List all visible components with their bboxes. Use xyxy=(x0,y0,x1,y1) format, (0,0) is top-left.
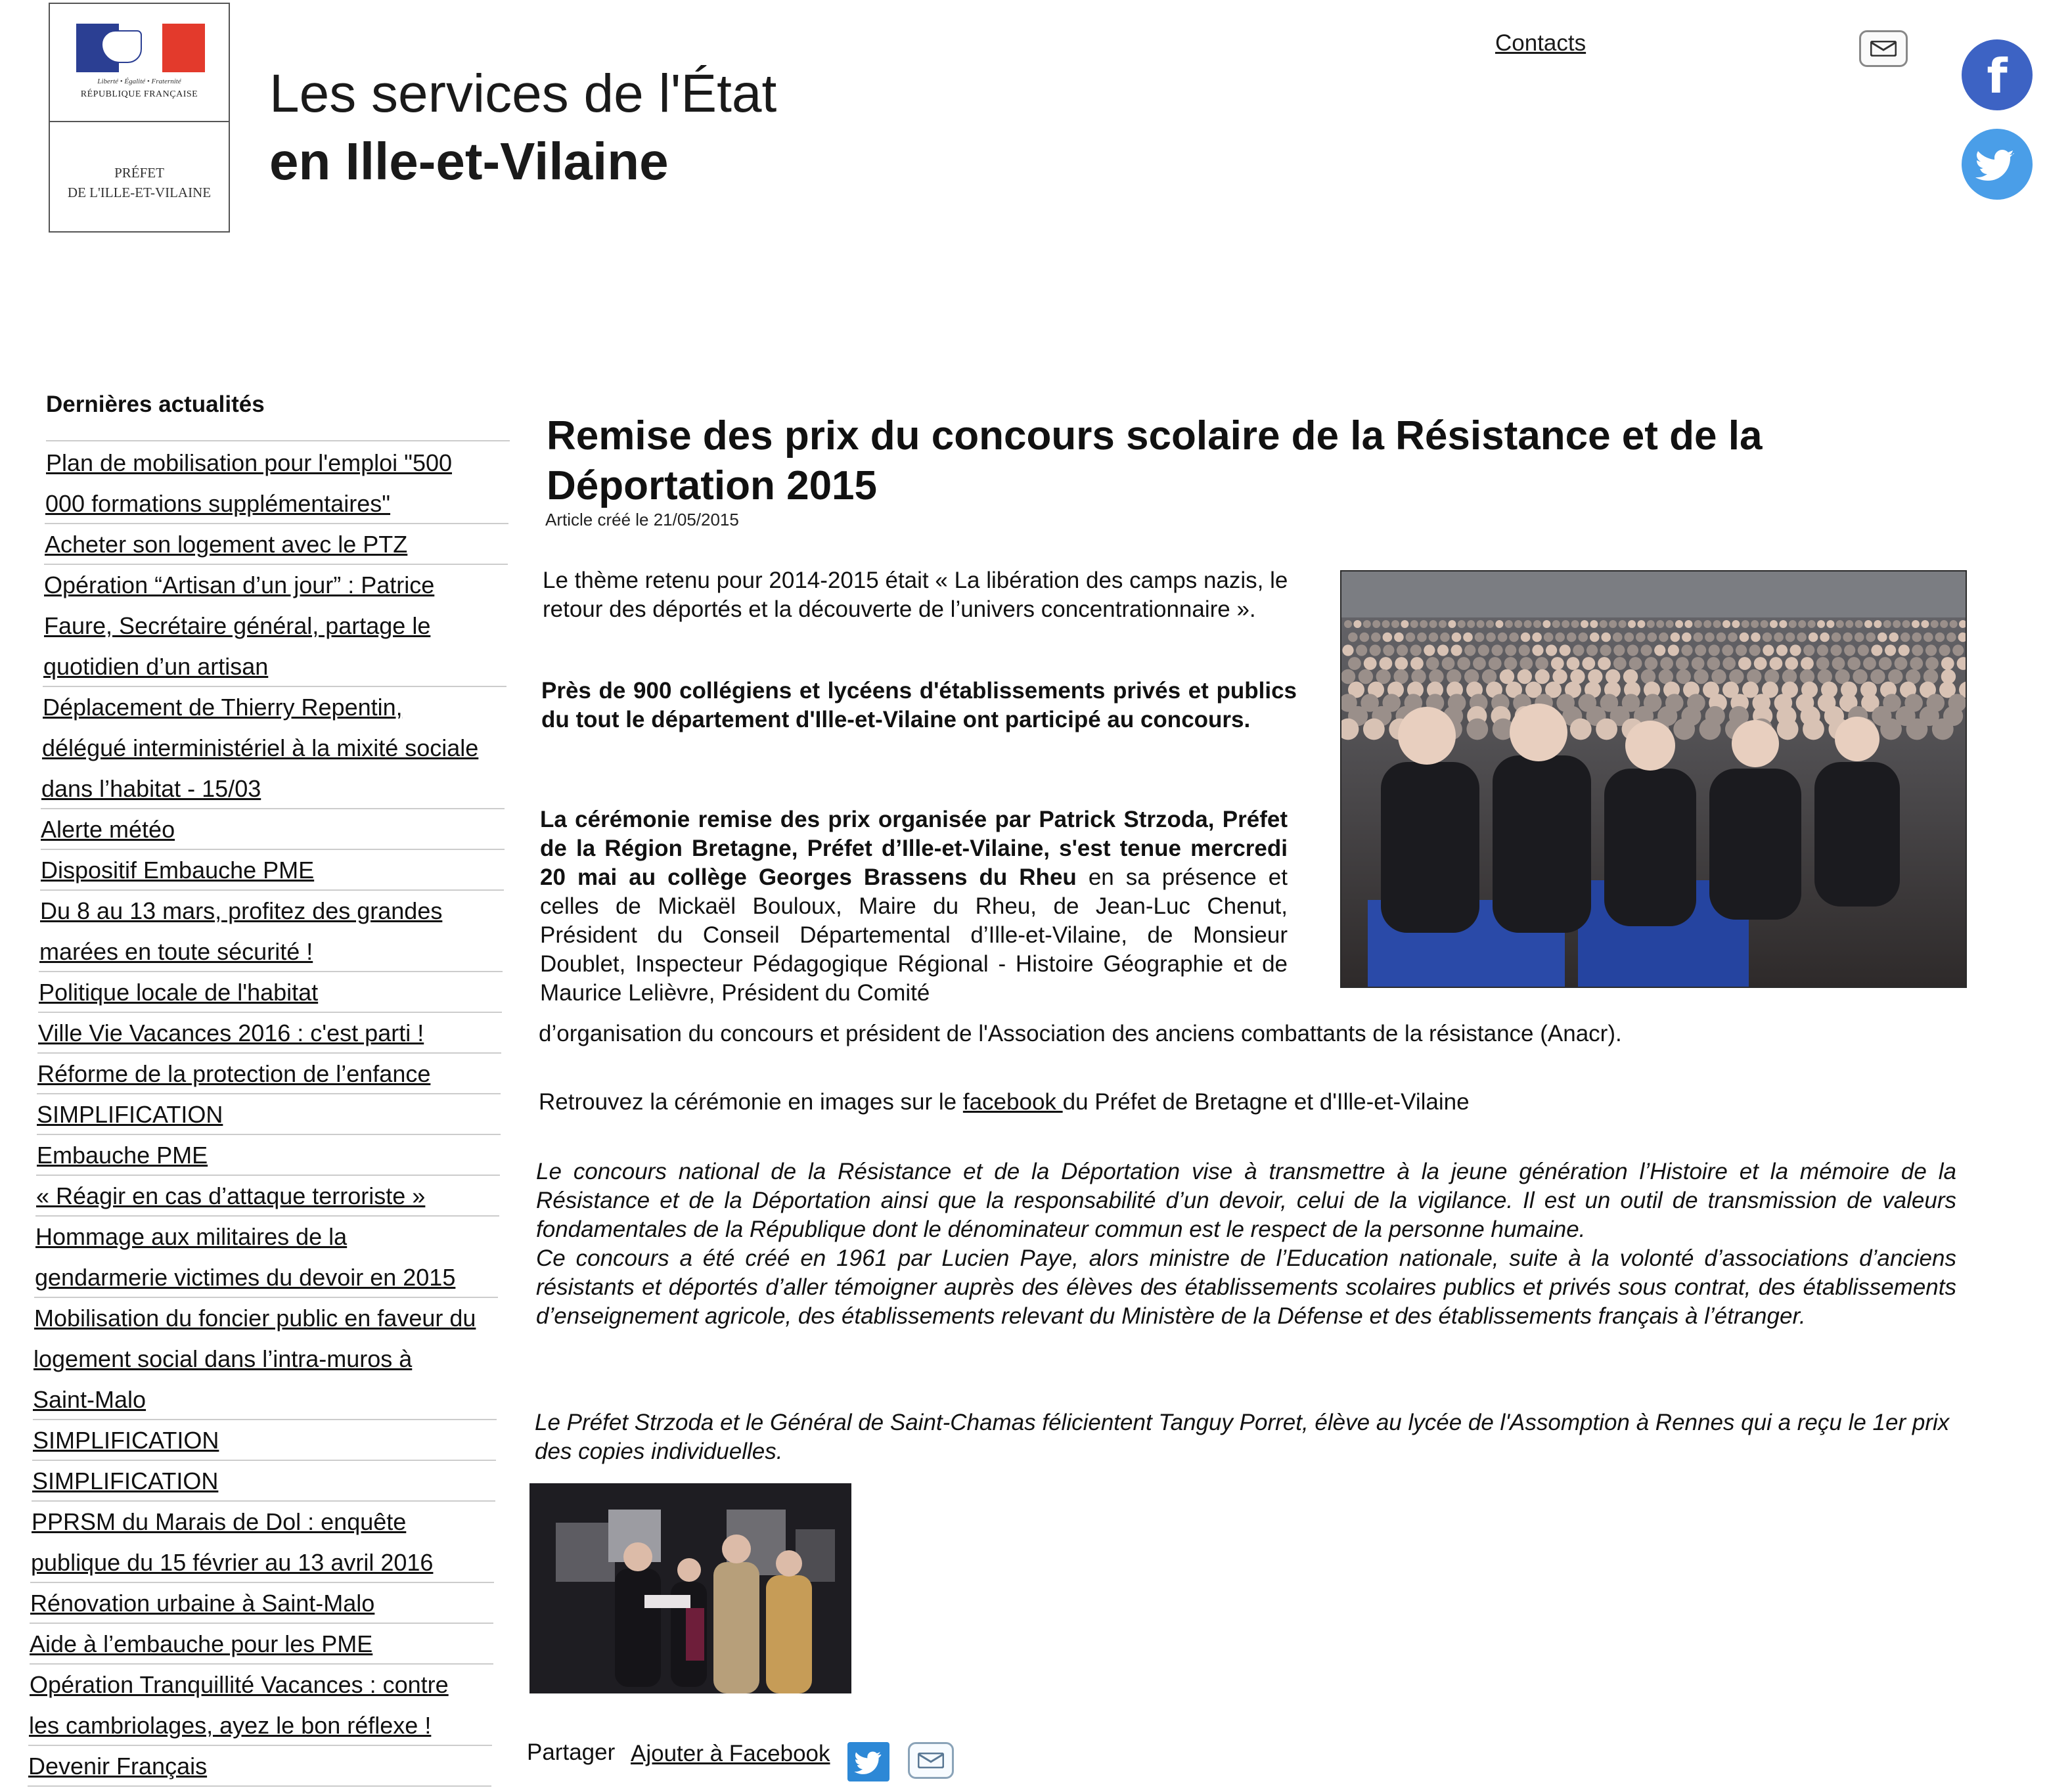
sidebar-news-link[interactable]: Hommage aux militaires de la xyxy=(35,1223,348,1250)
marianne-icon xyxy=(101,30,142,63)
republic-motto: Liberté • Égalité • Fraternité xyxy=(97,78,181,85)
site-subtitle: en Ille-et-Vilaine xyxy=(269,132,669,190)
envelope-icon xyxy=(1870,41,1897,56)
share-mail-button[interactable] xyxy=(908,1742,954,1779)
twitter-icon[interactable] xyxy=(847,1742,889,1781)
article-about-paragraph-1: Le concours national de la Résistance et de la Déportation vise à transmettre à la jeune génération l’Histoire et la mémoire de la Résistance et de la Déportation ainsi que la responsabilité d’un devoir, celui de la vigilance. Il est un outil de transmission de valeurs fondamentales de la République dont le dénominateur commun est le respect de la personne humaine. xyxy=(536,1159,1956,1242)
twitter-icon[interactable] xyxy=(1962,129,2033,200)
sidebar-news-link[interactable]: Politique locale de l'habitat xyxy=(39,979,319,1006)
facebook-icon[interactable] xyxy=(1962,39,2033,110)
republique-francaise-emblem xyxy=(50,4,229,122)
sidebar-news-link[interactable]: Opération “Artisan d’un jour” : Patrice xyxy=(44,571,435,598)
sidebar-news-link[interactable]: PPRSM du Marais de Dol : enquête xyxy=(32,1508,407,1535)
sidebar-news-link[interactable]: Alerte météo xyxy=(41,816,175,843)
sidebar-news-link[interactable]: Du 8 au 13 mars, profitez des grandes xyxy=(40,897,443,924)
prefecture-logo[interactable] xyxy=(49,3,230,233)
share-facebook-link[interactable]: Ajouter à Facebook xyxy=(631,1741,830,1766)
sidebar-news-link[interactable]: publique du 15 février au 13 avril 2016 xyxy=(31,1549,434,1576)
sidebar-news-link[interactable]: SIMPLIFICATION xyxy=(37,1101,223,1128)
award-ceremony-photo xyxy=(529,1483,851,1693)
sidebar-news-link[interactable]: Devenir Français xyxy=(28,1753,208,1780)
sidebar-news-link[interactable]: Opération Tranquillité Vacances : contre xyxy=(30,1671,449,1698)
sidebar-news-link[interactable]: Aide à l’embauche pour les PME xyxy=(30,1630,373,1657)
sidebar-title: Dernières actualités xyxy=(46,392,265,417)
sidebar-news-link[interactable]: Embauche PME xyxy=(37,1142,208,1169)
sidebar-news-link[interactable]: quotidien d’un artisan xyxy=(43,653,269,680)
article-ceremony-last-line: d’organisation du concours et président de l'Association des anciens combattants de la résistance (Anacr). xyxy=(539,1021,1622,1046)
facebook-intro-text: Retrouvez la cérémonie en images sur le xyxy=(539,1089,963,1115)
article-theme-paragraph: Le thème retenu pour 2014-2015 était « La libération des camps nazis, le retour des déportés et la découverte de l’univers concentrationnaire ». xyxy=(543,568,1288,622)
share-label: Partager xyxy=(527,1739,616,1765)
sidebar-divider xyxy=(28,1785,491,1787)
sidebar-news-link[interactable]: Saint-Malo xyxy=(33,1386,146,1413)
ceremony-bold-text: La cérémonie remise des prix organisée par Patrick Strzoda, Préfet de la Région Bretagne, Préfet d’Ille-et-Vilaine, s'est tenue mercredi 20 mai au collège Georges Brassens du Rheu xyxy=(540,807,1288,890)
sidebar-news-link[interactable]: Ville Vie Vacances 2016 : c'est parti ! xyxy=(38,1019,424,1046)
sidebar-news-link[interactable]: les cambriolages, ayez le bon réflexe ! xyxy=(29,1712,432,1739)
sidebar-news-link[interactable]: « Réagir en cas d’attaque terroriste » xyxy=(36,1182,426,1209)
sidebar-news-link[interactable]: dans l’habitat - 15/03 xyxy=(41,775,261,802)
contacts-link[interactable]: Contacts xyxy=(1495,30,1586,56)
sidebar-news-link[interactable]: 000 formations supplémentaires" xyxy=(45,490,391,517)
twitter-bird-icon xyxy=(1962,129,2033,200)
sidebar-news-link[interactable]: Rénovation urbaine à Saint-Malo xyxy=(30,1590,375,1617)
ceremony-audience-photo xyxy=(1340,570,1967,988)
facebook-outro-text: du Préfet de Bretagne et d'Ille-et-Vilaine xyxy=(1062,1089,1470,1115)
article-title: Remise des prix du concours scolaire de la Résistance et de la Déportation 2015 xyxy=(547,413,1763,508)
article-about-paragraph-2: Ce concours a été créé en 1961 par Lucien Paye, alors ministre de l’Education nationale, suite à la volonté d’associations d’anciens résistants et déportés d’aller témoigner auprès des élèves des établissements scolaires publics et privés sous contrat, des établissements d’enseignement agricole, des établissements relevant du Ministère de la Défense et des établissements français à l’étranger. xyxy=(536,1245,1956,1329)
prefet-label: PRÉFET DE L'ILLE-ET-VILAINE xyxy=(67,165,212,200)
sidebar-news-link[interactable]: Déplacement de Thierry Repentin, xyxy=(43,694,403,721)
article-ceremony-paragraph xyxy=(540,805,1288,1008)
sidebar-news-link[interactable]: Faure, Secrétaire général, partage le xyxy=(44,612,431,639)
sidebar-news-link[interactable]: gendarmerie victimes du devoir en 2015 xyxy=(35,1264,456,1291)
photo-caption: Le Préfet Strzoda et le Général de Saint-Chamas félicientent Tanguy Porret, élève au lycée de l'Assomption à Rennes qui a reçu le 1er prix des copies individuelles. xyxy=(535,1410,1950,1464)
facebook-glyph: f xyxy=(1987,49,2008,104)
sidebar-divider xyxy=(46,440,510,441)
sidebar-news-link[interactable]: Mobilisation du foncier public en faveur du xyxy=(34,1305,476,1332)
sidebar-news-link[interactable]: logement social dans l’intra-muros à xyxy=(34,1345,413,1372)
sidebar-news-link[interactable]: Plan de mobilisation pour l'emploi "500 xyxy=(46,449,453,476)
article-facebook-paragraph xyxy=(539,1088,1787,1117)
twitter-bird-icon xyxy=(847,1742,889,1781)
mail-button[interactable] xyxy=(1859,30,1908,67)
sidebar-news-link[interactable]: Acheter son logement avec le PTZ xyxy=(45,531,408,558)
ceremony-text: en sa présence et celles de Mickaël Bouloux, Maire du Rheu, de Jean-Luc Chenut, Président du Conseil Départemental d’Ille-et-Vilaine, de Monsieur Doublet, Inspecteur Pédagogique Régional - Histoire Géographie et de Maurice Lelièvre, Président du Comité xyxy=(540,864,1288,1006)
facebook-link[interactable]: facebook xyxy=(962,1089,1063,1115)
sidebar-news-link[interactable]: Dispositif Embauche PME xyxy=(41,857,315,884)
site-title: Les services de l'État xyxy=(269,64,777,123)
republique-francaise-label: RÉPUBLIQUE FRANÇAISE xyxy=(80,89,198,99)
sidebar-news-link[interactable]: SIMPLIFICATION xyxy=(32,1467,219,1494)
article-participants-paragraph: Près de 900 collégiens et lycéens d'établissements privés et publics du tout le département d'Ille-et-Vilaine ont participé au concours. xyxy=(541,678,1297,732)
sidebar-news-link[interactable]: Réforme de la protection de l’enfance xyxy=(37,1060,431,1087)
article-date: Article créé le 21/05/2015 xyxy=(545,510,739,529)
sidebar-news-link[interactable]: délégué interministériel à la mixité sociale xyxy=(42,734,479,761)
sidebar-news-link[interactable]: SIMPLIFICATION xyxy=(33,1427,219,1454)
envelope-icon xyxy=(918,1753,944,1768)
sidebar-news-link[interactable]: marées en toute sécurité ! xyxy=(39,938,313,965)
